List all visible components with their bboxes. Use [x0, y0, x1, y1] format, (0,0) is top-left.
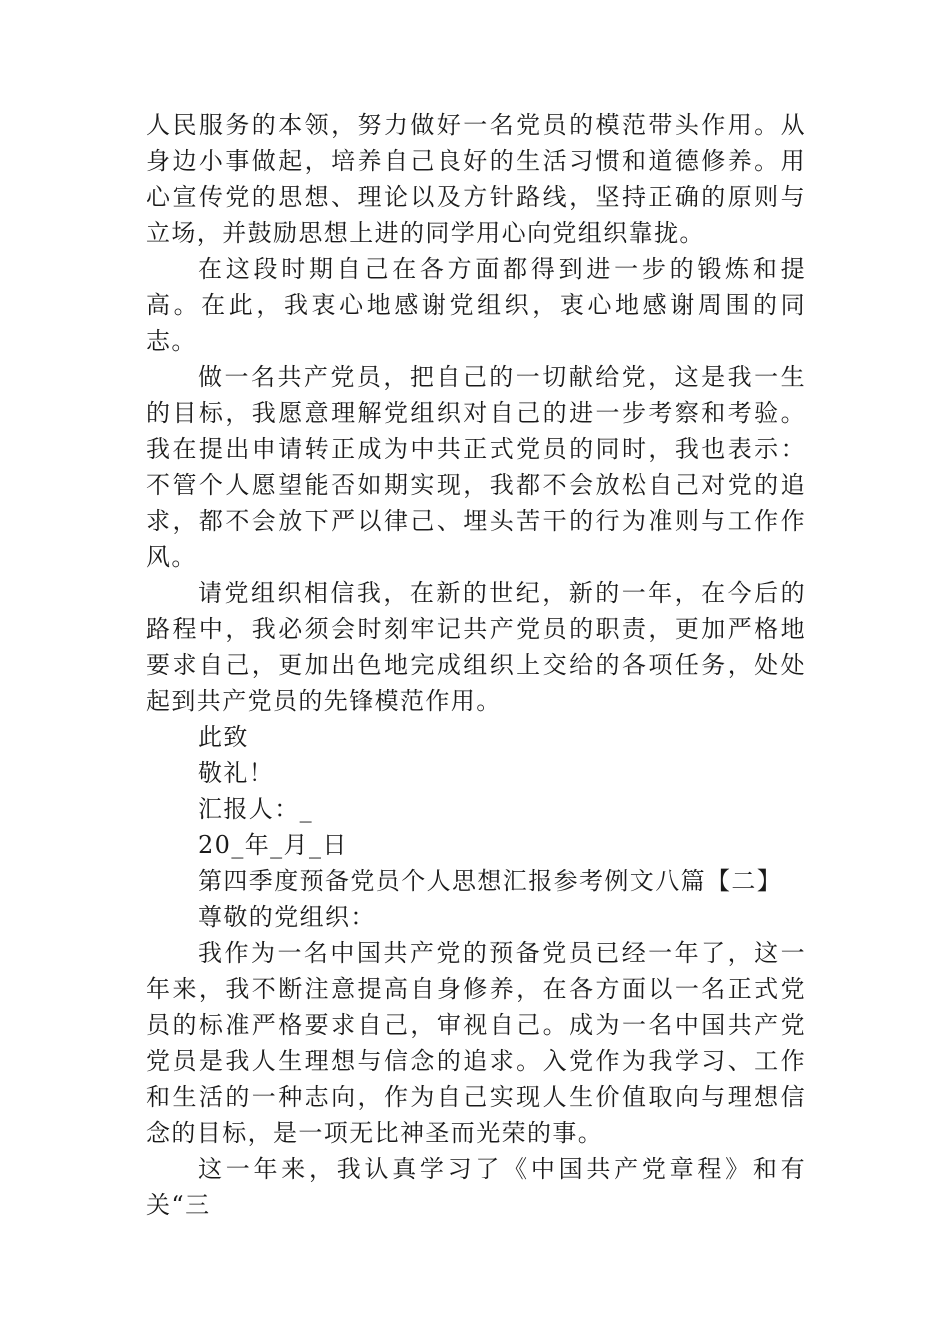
- closing-salutation: 此致: [198, 723, 249, 751]
- paragraph: 人民服务的本领，努力做好一名党员的模范带头作用。从身边小事做起，培养自己良好的生活习惯和道德修养。用心宣传党的思想、理论以及方针路线，坚持正确的原则与立场，并鼓励思想上进的同学用心向党组织靠拢。: [146, 111, 806, 247]
- paragraph: 请党组织相信我，在新的世纪，新的一年，在今后的路程中，我必须会时刻牢记共产党员的职责，更加严格地要求自己，更加出色地完成组织上交给的各项任务，处处起到共产党员的先锋模范作用。: [146, 579, 806, 715]
- reporter-line: 汇报人：_: [198, 795, 313, 823]
- document-body: [146, 107, 806, 1223]
- closing-regards: 敬礼！: [198, 759, 275, 787]
- date-line: 20_年_月_日: [198, 831, 348, 859]
- section-title: 第四季度预备党员个人思想汇报参考例文八篇【二】: [198, 867, 783, 895]
- paragraph: 在这段时期自己在各方面都得到进一步的锻炼和提高。在此，我衷心地感谢党组织，衷心地感谢周围的同志。: [146, 255, 806, 355]
- paragraph: 这一年来，我认真学习了《中国共产党章程》和有关“三: [146, 1155, 806, 1219]
- paragraph: 我作为一名中国共产党的预备党员已经一年了，这一年来，我不断注意提高自身修养，在各方面以一名正式党员的标准严格要求自己，审视自己。成为一名中国共产党党员是我人生理想与信念的追求。入党作为我学习、工作和生活的一种志向，作为自己实现人生价值取向与理想信念的目标，是一项无比神圣而光荣的事。: [146, 939, 806, 1147]
- greeting-line: 尊敬的党组织：: [198, 903, 376, 931]
- paragraph: 做一名共产党员，把自己的一切献给党，这是我一生的目标，我愿意理解党组织对自己的进一步考察和考验。我在提出申请转正成为中共正式党员的同时，我也表示：不管个人愿望能否如期实现，我都不会放松自己对党的追求，都不会放下严以律己、埋头苦干的行为准则与工作作风。: [146, 363, 806, 571]
